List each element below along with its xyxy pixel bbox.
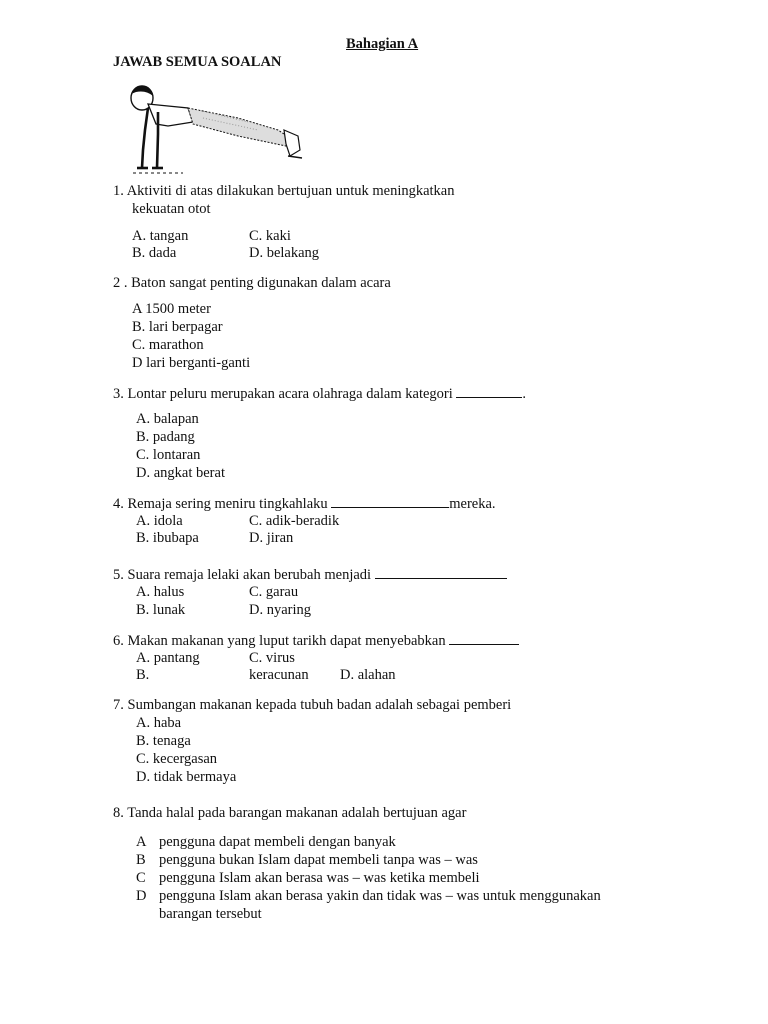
- q5-stem: 5. Suara remaja lelaki akan berubah menjadi: [113, 567, 372, 583]
- q8-stem: 8. Tanda halal pada barangan makanan adalah bertujuan agar: [113, 805, 467, 821]
- q5-option-c: C. garau: [249, 584, 299, 600]
- q8-option-b: pengguna bukan Islam dapat membeli tanpa was – was: [159, 852, 478, 868]
- q4-stem-end: mereka.: [449, 496, 496, 512]
- q6-option-c: C. virus: [249, 650, 295, 666]
- q7-option-a: A. haba: [136, 715, 182, 731]
- q1-option-b: B. dada: [132, 245, 177, 261]
- q5-option-a: A. halus: [136, 584, 185, 600]
- q3-stem-line: [113, 384, 526, 403]
- q8-option-d-cont: barangan tersebut: [159, 906, 262, 922]
- q5-option-d: D. nyaring: [249, 602, 312, 618]
- q4-answer-blank: [331, 494, 449, 508]
- q8-option-d-letter: D: [136, 888, 147, 904]
- q3-option-a: A. balapan: [136, 411, 199, 427]
- q8-option-c: pengguna Islam akan berasa was – was ketika membeli: [159, 870, 480, 886]
- q1-option-c: C. kaki: [249, 228, 291, 244]
- q1-stem: 1. Aktiviti di atas dilakukan bertujuan untuk meningkatkan: [113, 183, 455, 199]
- q6-option-d: D. alahan: [340, 667, 396, 683]
- q6-option-a: A. pantang: [136, 650, 200, 666]
- q7-option-d: D. tidak bermaya: [136, 769, 237, 785]
- q2-option-c: C. marathon: [132, 337, 204, 353]
- q7-option-b: B. tenaga: [136, 733, 191, 749]
- q2-option-b: B. lari berpagar: [132, 319, 223, 335]
- q4-option-d: D. jiran: [249, 530, 294, 546]
- q1-stem-cont: kekuatan otot: [132, 201, 211, 217]
- q8-option-b-letter: B: [136, 852, 146, 868]
- q2-option-a: A 1500 meter: [132, 301, 211, 317]
- q1-option-a: A. tangan: [132, 228, 189, 244]
- q3-stem: 3. Lontar peluru merupakan acara olahraga dalam kategori: [113, 386, 453, 402]
- q5-answer-blank: [375, 565, 507, 579]
- q8-option-c-letter: C: [136, 870, 146, 886]
- q3-option-c: C. lontaran: [136, 447, 201, 463]
- q6-option-b-letter: B.: [136, 667, 150, 683]
- q3-option-d: D. angkat berat: [136, 465, 225, 481]
- q2-stem: 2 . Baton sangat penting digunakan dalam acara: [113, 275, 391, 291]
- q1-option-d: D. belakang: [249, 245, 320, 261]
- q3-answer-blank: [456, 384, 522, 398]
- section-title: Bahagian A: [346, 36, 419, 52]
- q6-option-b-text: keracunan: [249, 667, 309, 683]
- q6-answer-blank: [449, 631, 519, 645]
- q2-option-d: D lari berganti-ganti: [132, 355, 251, 371]
- instruction: JAWAB SEMUA SOALAN: [113, 54, 282, 70]
- q6-stem: 6. Makan makanan yang luput tarikh dapat menyebabkan: [113, 633, 446, 649]
- q5-option-b: B. lunak: [136, 602, 186, 618]
- q4-stem-line: [113, 494, 496, 513]
- q8-option-a: pengguna dapat membeli dengan banyak: [159, 834, 396, 850]
- q4-option-a: A. idola: [136, 513, 183, 529]
- q4-option-b: B. ibubapa: [136, 530, 199, 546]
- q3-stem-end: .: [522, 386, 527, 402]
- q3-option-b: B. padang: [136, 429, 195, 445]
- q6-stem-line: [113, 631, 519, 650]
- q7-option-c: C. kecergasan: [136, 751, 218, 767]
- q4-option-c: C. adik-beradik: [249, 513, 340, 529]
- q4-stem: 4. Remaja sering meniru tingkahlaku: [113, 496, 328, 512]
- push-up-illustration-icon: [118, 78, 308, 182]
- q5-stem-line: [113, 565, 507, 584]
- q8-option-a-letter: A: [136, 834, 147, 850]
- q8-option-d: pengguna Islam akan berasa yakin dan tidak was – was untuk menggunakan: [159, 888, 601, 904]
- q7-stem: 7. Sumbangan makanan kepada tubuh badan adalah sebagai pemberi: [113, 697, 512, 713]
